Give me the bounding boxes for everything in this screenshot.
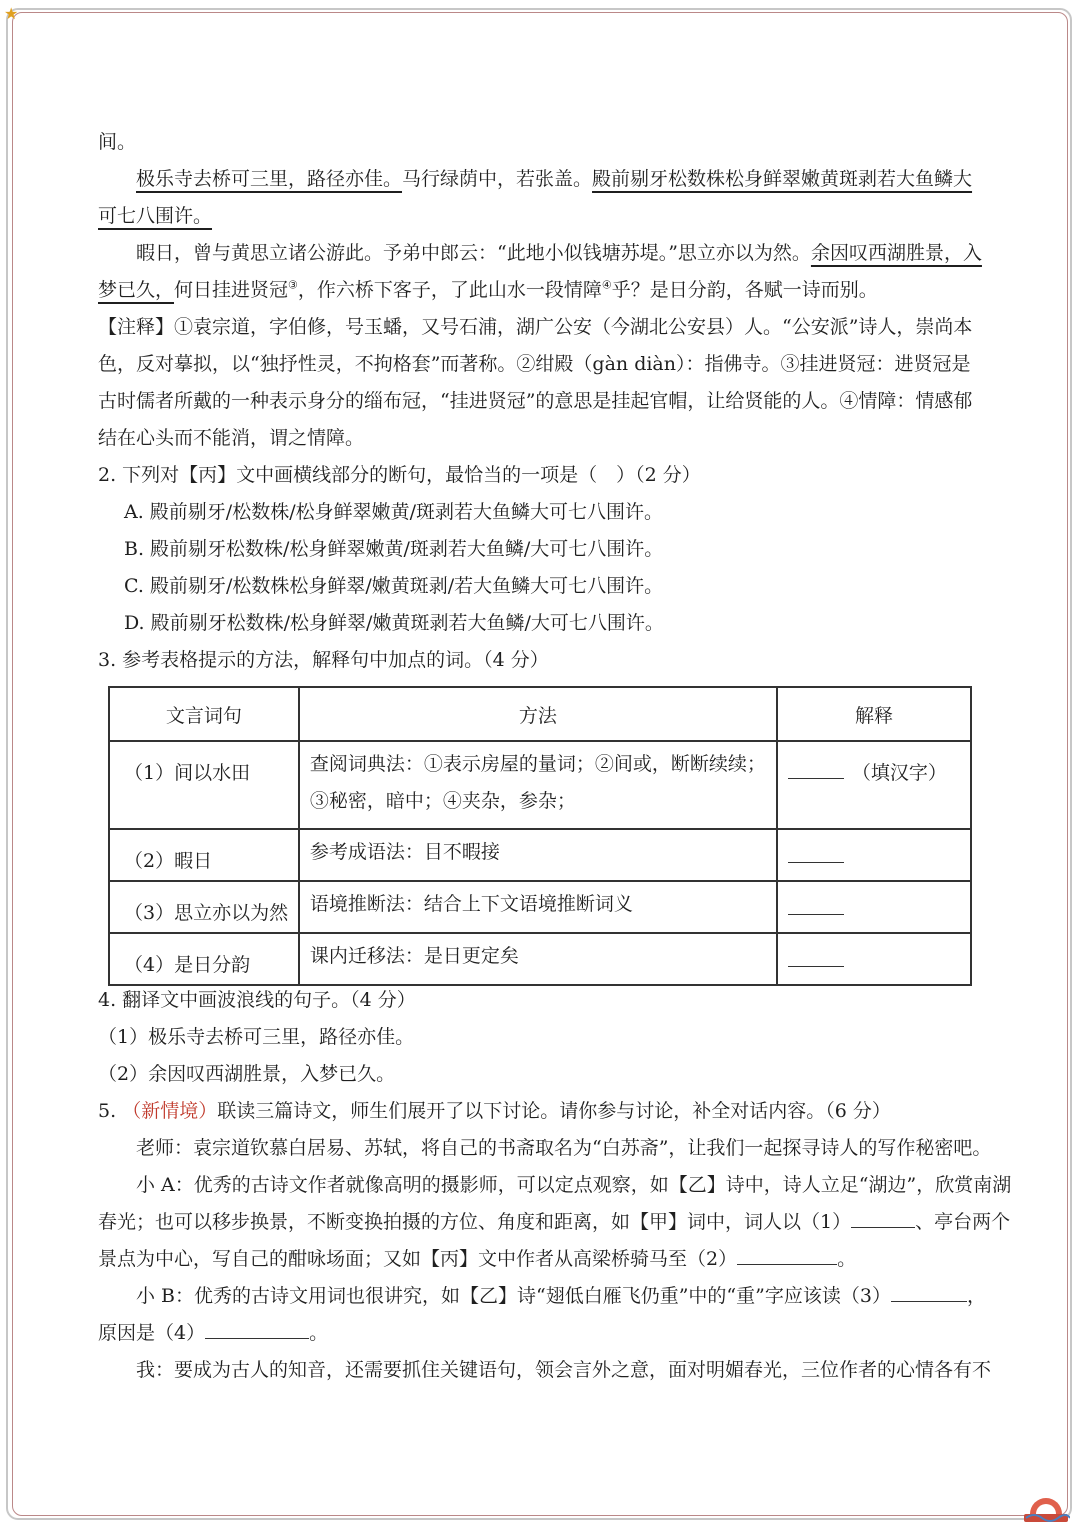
star-icon: ★ <box>4 4 19 23</box>
table-header: 解释 <box>777 687 971 741</box>
q4-sentence-1: （1）极乐寺去桥可三里，路径亦佳。 <box>98 1026 415 1048</box>
passage-p2: 暇日，曾与黄思立诸公游此。予弟中郎云：“此地小似钱塘苏堤。”思立亦以为然。余因叹西湖胜景，入梦已久，何日挂进贤冠③，作六桥下客子，了此山水一段情障④乎？是日分韵，各赋一诗而别。 <box>98 242 982 301</box>
passage-line0: 间。 <box>98 131 137 153</box>
q2-option-b: B. 殿前剔牙松数株/松身鲜翠嫩黄/斑剥若大鱼鳞/大可七八围许。 <box>124 538 664 560</box>
table-cell-phrase: （4）是日分韵 <box>109 933 299 985</box>
table-cell-method: 课内迁移法：是日更定矣 <box>299 933 777 985</box>
q4-stem: 4. 翻译文中画波浪线的句子。（4 分） <box>98 989 416 1011</box>
q3-stem: 3. 参考表格提示的方法，解释句中加点的词。（4 分） <box>98 649 549 671</box>
table-row <box>109 829 971 881</box>
table-cell-answer[interactable] <box>777 881 971 933</box>
q2-stem: 2. 下列对【丙】文中画横线部分的断句，最恰当的一项是（ ）（2 分） <box>98 464 701 486</box>
q2-option-d: D. 殿前剔牙松数株/松身鲜翠/嫩黄斑剥若大鱼鳞/大可七八围许。 <box>124 612 664 634</box>
table-cell-phrase: （2）暇日 <box>109 829 299 881</box>
table-cell-phrase: （1）间以水田 <box>109 741 299 829</box>
answer-blank[interactable] <box>788 778 844 779</box>
wavy-sentence-1: 极乐寺去桥可三里，路径亦佳。 <box>136 168 403 190</box>
underlined-sentence: 殿前剔牙松数株松身鲜翠嫩黄斑剥若大鱼鳞大可七八围许。 <box>98 168 973 227</box>
table-cell-method: 参考成语法：目不暇接 <box>299 829 777 881</box>
wavy-sentence-2: 余因叹西湖胜景，入梦已久， <box>98 242 982 301</box>
table-header-row <box>109 687 971 741</box>
answer-blank-3[interactable] <box>891 1301 967 1302</box>
answer-blank-4[interactable] <box>205 1338 309 1339</box>
answer-blank[interactable] <box>788 862 844 863</box>
lower-questions <box>98 982 1028 1389</box>
q5-me: 我：要成为古人的知音，还需要抓住关键语句，领会言外之意，面对明媚春光，三位作者的心情各有不 <box>136 1359 992 1381</box>
answer-blank-1[interactable] <box>851 1227 915 1228</box>
annotation-note: 【注释】①袁宗道，字伯修，号玉蟠，又号石浦，湖广公安（今湖北公安县）人。“公安派”诗人，崇尚本色，反对摹拟，以“独抒性灵，不拘格套”而著称。②绀殿（gàn diàn）：指佛寺。③挂进贤冠：进贤冠是古时儒者所戴的一种表示身分的缁布冠，“挂进贤冠”的意思是挂起官帽，让给贤能的人。④情障：情感郁结在心头而不能消，谓之情障。 <box>98 316 973 449</box>
q5-student-b: 小 B：优秀的古诗文用词也很讲究，如【乙】诗“翅低白雁飞仍重”中的“重”字应该读（3） ， <box>136 1285 986 1307</box>
q5-reason: 原因是（4） 。 <box>98 1322 329 1344</box>
answer-blank[interactable] <box>788 966 844 967</box>
method-table <box>108 686 972 986</box>
table-row <box>109 741 971 829</box>
table-header: 方法 <box>299 687 777 741</box>
sunrise-badge-icon <box>1022 1488 1070 1524</box>
q4-sentence-2: （2）余因叹西湖胜景，入梦已久。 <box>98 1063 396 1085</box>
q5-stem: 5. （新情境）联读三篇诗文，师生们展开了以下讨论。请你参与讨论，补全对话内容。（6 分） <box>98 1100 891 1122</box>
answer-blank[interactable] <box>788 914 844 915</box>
table-header: 文言词句 <box>109 687 299 741</box>
passage-p1: 极乐寺去桥可三里，路径亦佳。马行绿荫中，若张盖。殿前剔牙松数株松身鲜翠嫩黄斑剥若大鱼鳞大可七八围许。 <box>98 168 973 227</box>
new-context-tag: （新情境） <box>122 1100 218 1122</box>
answer-blank-2[interactable] <box>737 1264 837 1265</box>
table-row <box>109 933 971 985</box>
table-row <box>109 881 971 933</box>
table-cell-phrase: （3）思立亦以为然 <box>109 881 299 933</box>
passage-block <box>98 124 988 679</box>
q2-option-c: C. 殿前剔牙/松数株松身鲜翠/嫩黄斑剥/若大鱼鳞大可七八围许。 <box>124 575 664 597</box>
table-cell-method: 语境推断法：结合上下文语境推断词义 <box>299 881 777 933</box>
table-cell-answer[interactable]: （填汉字） <box>777 741 971 829</box>
q5-student-a: 小 A：优秀的古诗文作者就像高明的摄影师，可以定点观察，如【乙】诗中，诗人立足“湖边”，欣赏南湖春光；也可以移步换景，不断变换拍摄的方位、角度和距离，如【甲】词中，词人以（1） 、亭台两个景点为中心，写自己的酣咏场面；又如【丙】文中作者从高梁桥骑马至（2） 。 <box>98 1174 1012 1270</box>
table-cell-answer[interactable] <box>777 829 971 881</box>
table-cell-answer[interactable] <box>777 933 971 985</box>
q5-teacher: 老师：袁宗道钦慕白居易、苏轼，将自己的书斋取名为“白苏斋”，让我们一起探寻诗人的写作秘密吧。 <box>136 1137 992 1159</box>
q2-option-a: A. 殿前剔牙/松数株/松身鲜翠嫩黄/斑剥若大鱼鳞大可七八围许。 <box>124 501 664 523</box>
table-cell-method: 查阅词典法：①表示房屋的量词；②间或，断断续续；③秘密，暗中；④夹杂，参杂； <box>299 741 777 829</box>
